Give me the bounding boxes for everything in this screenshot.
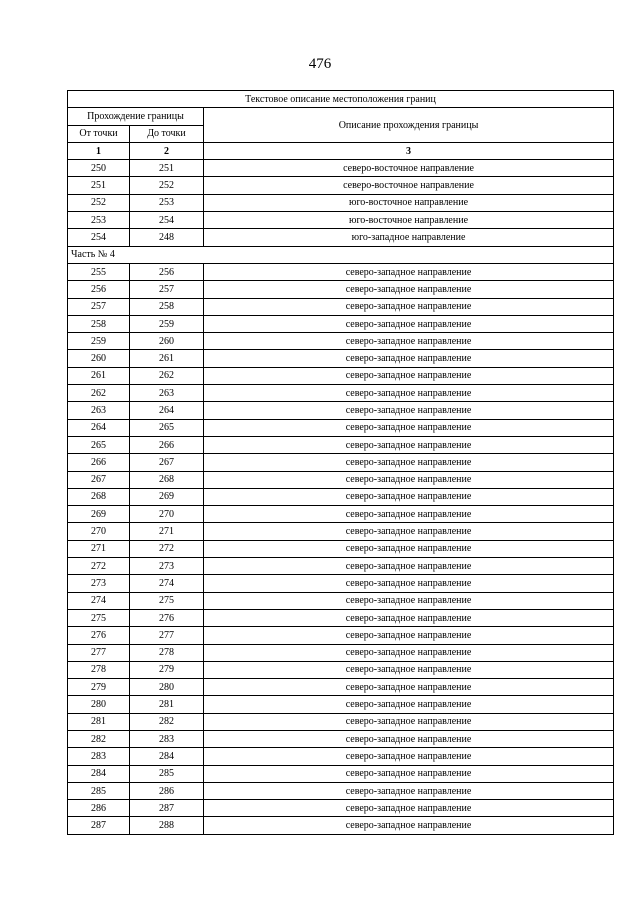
direction-cell: юго-западное направление xyxy=(204,229,614,246)
table-row xyxy=(68,298,614,315)
table-row xyxy=(68,367,614,384)
direction-cell: северо-западное направление xyxy=(204,263,614,280)
direction-cell: северо-западное направление xyxy=(204,644,614,661)
direction-cell: северо-восточное направление xyxy=(204,160,614,177)
direction-cell: северо-западное направление xyxy=(204,540,614,557)
from-point-cell: 276 xyxy=(68,627,130,644)
to-point-cell: 272 xyxy=(130,540,204,557)
table-row xyxy=(68,454,614,471)
to-point-cell: 258 xyxy=(130,298,204,315)
from-point-cell: 279 xyxy=(68,679,130,696)
from-point-cell: 255 xyxy=(68,263,130,280)
from-point-cell: 274 xyxy=(68,592,130,609)
from-point-cell: 256 xyxy=(68,281,130,298)
from-point-cell: 272 xyxy=(68,558,130,575)
from-point-cell: 280 xyxy=(68,696,130,713)
direction-cell: северо-западное направление xyxy=(204,367,614,384)
direction-cell: северо-западное направление xyxy=(204,402,614,419)
direction-cell: северо-западное направление xyxy=(204,523,614,540)
to-point-cell: 288 xyxy=(130,817,204,834)
to-point-cell: 270 xyxy=(130,506,204,523)
direction-cell: северо-западное направление xyxy=(204,419,614,436)
direction-cell: северо-западное направление xyxy=(204,765,614,782)
to-point-cell: 253 xyxy=(130,194,204,211)
header-num-1: 1 xyxy=(68,142,130,159)
from-point-cell: 263 xyxy=(68,402,130,419)
to-point-cell: 268 xyxy=(130,471,204,488)
table-row xyxy=(68,817,614,834)
to-point-cell: 254 xyxy=(130,212,204,229)
header-to: До точки xyxy=(130,125,204,142)
to-point-cell: 284 xyxy=(130,748,204,765)
from-point-cell: 253 xyxy=(68,212,130,229)
header-num-3: 3 xyxy=(204,142,614,159)
table-row xyxy=(68,679,614,696)
table-row xyxy=(68,385,614,402)
table-row xyxy=(68,558,614,575)
direction-cell: северо-западное направление xyxy=(204,385,614,402)
direction-cell: северо-западное направление xyxy=(204,488,614,505)
direction-cell: северо-западное направление xyxy=(204,471,614,488)
direction-cell: северо-западное направление xyxy=(204,730,614,747)
from-point-cell: 251 xyxy=(68,177,130,194)
section-label: Часть № 4 xyxy=(68,246,614,263)
to-point-cell: 273 xyxy=(130,558,204,575)
to-point-cell: 265 xyxy=(130,419,204,436)
to-point-cell: 281 xyxy=(130,696,204,713)
table-row xyxy=(68,523,614,540)
from-point-cell: 257 xyxy=(68,298,130,315)
from-point-cell: 254 xyxy=(68,229,130,246)
table-row xyxy=(68,730,614,747)
direction-cell: северо-восточное направление xyxy=(204,177,614,194)
to-point-cell: 260 xyxy=(130,333,204,350)
table-row xyxy=(68,263,614,280)
table-row xyxy=(68,471,614,488)
from-point-cell: 262 xyxy=(68,385,130,402)
from-point-cell: 264 xyxy=(68,419,130,436)
table-row xyxy=(68,419,614,436)
from-point-cell: 277 xyxy=(68,644,130,661)
to-point-cell: 277 xyxy=(130,627,204,644)
direction-cell: северо-западное направление xyxy=(204,627,614,644)
direction-cell: северо-западное направление xyxy=(204,350,614,367)
direction-cell: северо-западное направление xyxy=(204,679,614,696)
table-row xyxy=(68,281,614,298)
direction-cell: северо-западное направление xyxy=(204,298,614,315)
to-point-cell: 263 xyxy=(130,385,204,402)
to-point-cell: 269 xyxy=(130,488,204,505)
header-from: От точки xyxy=(68,125,130,142)
table-row xyxy=(68,609,614,626)
to-point-cell: 287 xyxy=(130,800,204,817)
table-row xyxy=(68,644,614,661)
from-point-cell: 285 xyxy=(68,782,130,799)
direction-cell: северо-западное направление xyxy=(204,454,614,471)
table-row xyxy=(68,765,614,782)
direction-cell: северо-западное направление xyxy=(204,817,614,834)
to-point-cell: 248 xyxy=(130,229,204,246)
from-point-cell: 250 xyxy=(68,160,130,177)
table-title-row xyxy=(68,91,614,108)
to-point-cell: 261 xyxy=(130,350,204,367)
header-group: Прохождение границы xyxy=(68,108,204,125)
direction-cell: северо-западное направление xyxy=(204,506,614,523)
header-desc: Описание прохождения границы xyxy=(204,108,614,143)
table-row xyxy=(68,782,614,799)
direction-cell: юго-восточное направление xyxy=(204,194,614,211)
to-point-cell: 280 xyxy=(130,679,204,696)
table-row xyxy=(68,315,614,332)
table-row xyxy=(68,333,614,350)
table-title: Текстовое описание местоположения границ xyxy=(68,91,614,108)
to-point-cell: 275 xyxy=(130,592,204,609)
table-row xyxy=(68,506,614,523)
from-point-cell: 270 xyxy=(68,523,130,540)
from-point-cell: 275 xyxy=(68,609,130,626)
to-point-cell: 279 xyxy=(130,661,204,678)
direction-cell: северо-западное направление xyxy=(204,281,614,298)
to-point-cell: 266 xyxy=(130,436,204,453)
direction-cell: северо-западное направление xyxy=(204,713,614,730)
table-row xyxy=(68,402,614,419)
to-point-cell: 278 xyxy=(130,644,204,661)
from-point-cell: 278 xyxy=(68,661,130,678)
from-point-cell: 261 xyxy=(68,367,130,384)
direction-cell: северо-западное направление xyxy=(204,592,614,609)
table-row xyxy=(68,350,614,367)
to-point-cell: 259 xyxy=(130,315,204,332)
table-row xyxy=(68,177,614,194)
direction-cell: северо-западное направление xyxy=(204,609,614,626)
from-point-cell: 284 xyxy=(68,765,130,782)
direction-cell: северо-западное направление xyxy=(204,748,614,765)
from-point-cell: 287 xyxy=(68,817,130,834)
from-point-cell: 271 xyxy=(68,540,130,557)
from-point-cell: 286 xyxy=(68,800,130,817)
to-point-cell: 262 xyxy=(130,367,204,384)
table-row xyxy=(68,160,614,177)
from-point-cell: 281 xyxy=(68,713,130,730)
header-row-1 xyxy=(68,108,614,125)
to-point-cell: 282 xyxy=(130,713,204,730)
from-point-cell: 265 xyxy=(68,436,130,453)
boundary-table xyxy=(67,90,614,835)
table-row xyxy=(68,696,614,713)
from-point-cell: 258 xyxy=(68,315,130,332)
table-row xyxy=(68,212,614,229)
table-row xyxy=(68,488,614,505)
table-row xyxy=(68,229,614,246)
to-point-cell: 267 xyxy=(130,454,204,471)
from-point-cell: 260 xyxy=(68,350,130,367)
direction-cell: северо-западное направление xyxy=(204,558,614,575)
table-row xyxy=(68,436,614,453)
page-number: 476 xyxy=(308,56,332,72)
to-point-cell: 283 xyxy=(130,730,204,747)
from-point-cell: 252 xyxy=(68,194,130,211)
section-row xyxy=(68,246,614,263)
to-point-cell: 274 xyxy=(130,575,204,592)
from-point-cell: 282 xyxy=(68,730,130,747)
from-point-cell: 268 xyxy=(68,488,130,505)
direction-cell: северо-западное направление xyxy=(204,436,614,453)
table-row xyxy=(68,748,614,765)
header-num-2: 2 xyxy=(130,142,204,159)
from-point-cell: 273 xyxy=(68,575,130,592)
to-point-cell: 257 xyxy=(130,281,204,298)
table-row xyxy=(68,800,614,817)
to-point-cell: 256 xyxy=(130,263,204,280)
direction-cell: северо-западное направление xyxy=(204,661,614,678)
to-point-cell: 271 xyxy=(130,523,204,540)
direction-cell: северо-западное направление xyxy=(204,696,614,713)
table-row xyxy=(68,540,614,557)
from-point-cell: 259 xyxy=(68,333,130,350)
to-point-cell: 252 xyxy=(130,177,204,194)
from-point-cell: 266 xyxy=(68,454,130,471)
table-row xyxy=(68,592,614,609)
direction-cell: северо-западное направление xyxy=(204,782,614,799)
to-point-cell: 264 xyxy=(130,402,204,419)
from-point-cell: 267 xyxy=(68,471,130,488)
table-row xyxy=(68,575,614,592)
direction-cell: северо-западное направление xyxy=(204,800,614,817)
to-point-cell: 251 xyxy=(130,160,204,177)
to-point-cell: 285 xyxy=(130,765,204,782)
direction-cell: северо-западное направление xyxy=(204,315,614,332)
direction-cell: юго-восточное направление xyxy=(204,212,614,229)
table-row xyxy=(68,661,614,678)
table-row xyxy=(68,713,614,730)
direction-cell: северо-западное направление xyxy=(204,575,614,592)
direction-cell: северо-западное направление xyxy=(204,333,614,350)
from-point-cell: 283 xyxy=(68,748,130,765)
to-point-cell: 276 xyxy=(130,609,204,626)
table-row xyxy=(68,627,614,644)
table-row xyxy=(68,194,614,211)
header-numbers-row xyxy=(68,142,614,159)
from-point-cell: 269 xyxy=(68,506,130,523)
to-point-cell: 286 xyxy=(130,782,204,799)
